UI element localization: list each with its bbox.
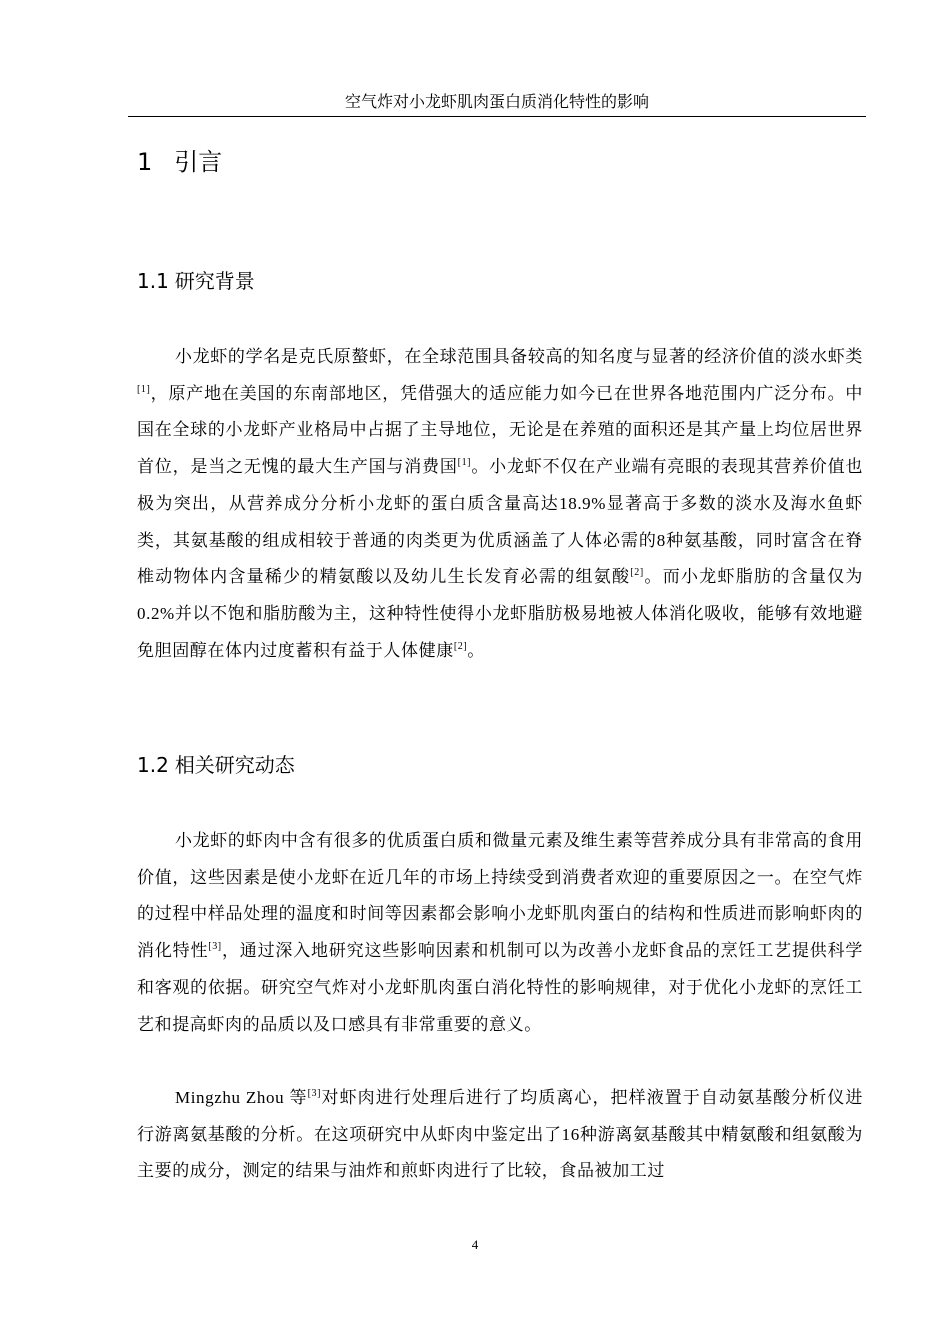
citation: [2] <box>453 640 468 652</box>
section-number: 1.2 <box>137 753 169 777</box>
citation: [1] <box>137 383 151 395</box>
text-run: ，原产地在美国的东南部地区，凭借强大的适应能力如今已在世界各地范围内广泛分布。中国在全球的小龙虾产业格局中占据了主导地位，无论是在养殖的面积还是其产量上均位居世界首位，是当之无愧的最大生产国与消费国 <box>137 383 863 477</box>
text-run: 对虾肉进行处理后进行了均质离心，把样液置于自动氨基酸分析仪进行游离氨基酸的分析。在这项研究中从虾肉中鉴定出了16种游离氨基酸其中精氨酸和组氨酸为主要的成分，测定的结果与油炸和煎虾肉进行了比较，食品被加工过 <box>137 1088 864 1181</box>
paragraph-research-2 <box>137 1080 863 1190</box>
text-run: 。小龙虾不仅在产业端有亮眼的表现其营养价值也极为突出，从营养成分分析小龙虾的蛋白质含量高达18.9%显著高于多数的淡水及海水鱼虾类，其氨基酸的组成相较于普通的肉类更为优质涵盖了人体必需的8种氨基酸，同时富含在脊椎动物体内含量稀少的精氨酸以及幼儿生长发育必需的组氨酸 <box>137 457 863 587</box>
text-run: 小龙虾的虾肉中含有很多的优质蛋白质和微量元素及维生素等营养成分具有非常高的食用价值，这些因素是使小龙虾在近几年的市场上持续受到消费者欢迎的重要原因之一。在空气炸的过程中样品处理的温度和时间等因素都会影响小龙虾肌肉蛋白的结构和性质进而影响虾肉的消化特性 <box>137 831 863 961</box>
paragraph-research-1 <box>137 823 863 1043</box>
text-run: 小龙虾的学名是克氏原螯虾，在全球范围具备较高的知名度与显著的经济价值的淡水虾类 <box>175 347 863 366</box>
section-heading-1-2 <box>137 750 295 780</box>
running-title: 空气炸对小龙虾肌肉蛋白质消化特性的影响 <box>344 94 649 111</box>
section-heading-1-1 <box>137 266 255 296</box>
chapter-heading <box>137 144 222 180</box>
text-run: 。 <box>467 640 485 660</box>
section-title: 研究背景 <box>174 269 255 293</box>
running-header <box>128 92 866 117</box>
chapter-number: 1 <box>137 148 153 176</box>
citation: [3] <box>208 941 222 953</box>
text-run: ，通过深入地研究这些影响因素和机制可以为改善小龙虾食品的烹饪工艺提供科学和客观的依据。研究空气炸对小龙虾肌肉蛋白消化特性的影响规律，对于优化小龙虾的烹饪工艺和提高虾肉的品质以及口感具有非常重要的意义。 <box>137 941 863 1034</box>
section-title: 相关研究动态 <box>174 753 295 777</box>
section-number: 1.1 <box>137 269 169 293</box>
text-run: Mingzhu Zhou 等 <box>175 1088 308 1107</box>
citation: [2] <box>630 567 644 579</box>
text-run: 。而小龙虾脂肪的含量仅为0.2%并以不饱和脂肪酸为主，这种特性使得小龙虾脂肪极易地被人体消化吸收，能够有效地避免胆固醇在体内过度蓄积有益于人体健康 <box>137 567 864 660</box>
chapter-title: 引言 <box>174 148 223 176</box>
citation: [1] <box>457 457 472 469</box>
page-number: 4 <box>471 1237 479 1252</box>
citation: [3] <box>307 1088 322 1099</box>
paragraph-background <box>137 339 863 669</box>
